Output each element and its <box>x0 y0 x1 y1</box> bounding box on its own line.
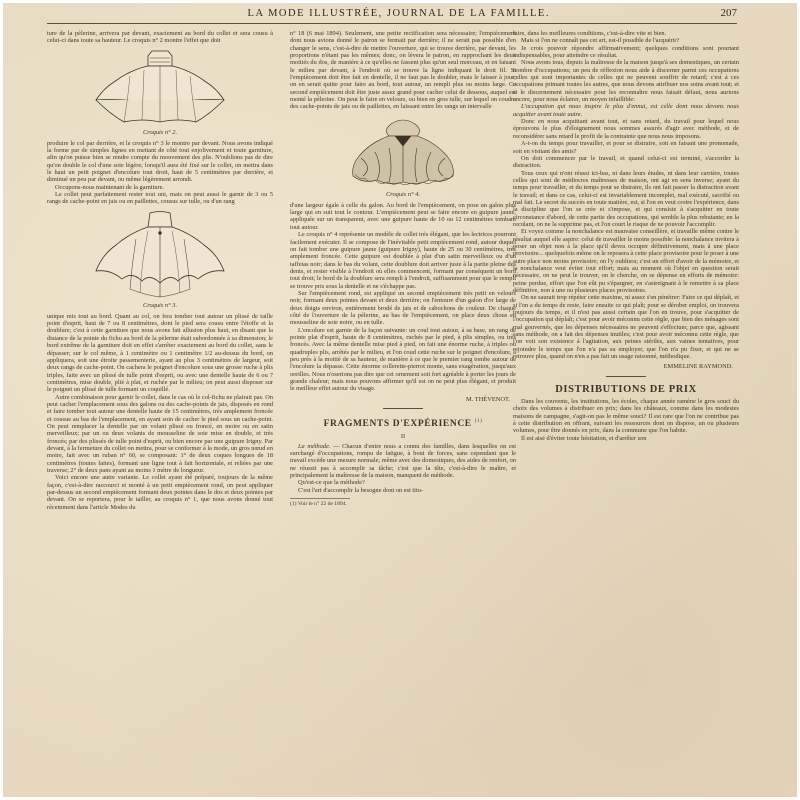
journal-title: LA MODE ILLUSTRÉE, JOURNAL DE LA FAMILLE. <box>247 8 550 19</box>
cape-back-illustration <box>90 48 230 128</box>
figure-croquis-3 <box>47 209 273 310</box>
header-rule <box>47 23 737 24</box>
paragraph: On ne saurait trop répéter cette maxime, ni assez s'en pénétrer: Faire ce qui déplaît, et si l'on a du temps de reste, faire ensuite ce qui plaît; pour se dérober emploi, on trouvera toujours du temps, et il n'est pas aussi certain que l'on en trouve, pour s'acquitter de l'occupation qui déplaît; c'est pour avoir méconnu cette règle, que bien des ménages sont mal gouvernés, que les dépenses nécessaires ne peuvent s'effectuer, parce que, agissant sans méthode, on a fait des dépenses inutiles; c'est pour avoir méconnu cette règle, que l'on voit son existence à l'agitation, aux peines stériles, aux vaines tentatives, pour rejoindre le temps que l'on n'a pas su employer, que l'on n'a pu fixer, et qui ne se retrouve plus, quand on n'en a pas fait un usage raisonné, méthodique. <box>513 294 739 361</box>
figure-caption: Croquis n° 2. <box>142 128 178 136</box>
lace-collar-illustration <box>343 114 463 190</box>
paragraph: Donc en nous acquittant avant tout, et sans retard, du travail pour lequel nous éprouvons le plus d'éloignement nous sommes assurés d'agir avec méthode, et de reconsidérer sans retard le profit de la contrainte que nous nous imposons. <box>513 118 739 140</box>
section-heading: DISTRIBUTIONS DE PRIX <box>555 383 697 395</box>
author-signature: EMMELINE RAYMOND. <box>663 363 733 371</box>
paragraph: Autre combinaison pour garnir le collet, dans le cas où le col-fichu ne plairait pas. On peut cacher l'emplacement sous des galons ou des cache-points de jais, disposés en rond et faire tomber tout autour une dentelle haute de 15 centimètres, très amplement froncée et cousue au bas de l'emplacement, en ayant soin de cacher le pied sous un cache-point. On peut remplacer la dentelle par un volant plissé ou froncé, en moire ou en satin merveilleux; par un ou deux volants de mousseline de soie mise en double, et très froncés; par des plissés de tulle point d'esprit, ou bien encore par une guipure Irigny. Par devant, à la fermeture du collet on mettra, pour se conformer à la mode, un gros nœud en moire, fait avec un ruban n° 60, se composant: 1° de deux coques longues de 18 centimètres (toutes faites), formant une ligne tout à fait horizontale, et reliées par une traverse; 2° de deux pans ayant au moins 1 mètre de longueur. <box>47 393 273 474</box>
figure-caption: Croquis n° 3. <box>142 301 178 309</box>
section-divider <box>606 376 646 377</box>
paragraph: Tous ceux qui n'ont réussi ici-bas, ni dans leurs études, ni dans leur carrière, toutes celles qui sont de médiocres maîtresses de maison, ont agi en sens inverse; ayant du temps pour travailler, et du temps pour se distraire, ils ont fait passer la distraction avant le travail; et dans ce cas, celui-ci est invariablement incomplet, mal exécuté, sacrifié ou mal fait. Le secret du succès en toute matière, est, si l'on en veut croire l'expérience, dans la discipline que l'on se crée et s'impose, et qui consiste à s'acquitter en toute circonstance d'abord, de cette partie des occupations, qui semble la plus rebutante; en la reculant, on ne la supprime pas, et l'on court le risque de ne pouvoir l'accomplir. <box>513 169 739 228</box>
paragraph-lead: La méthode. <box>298 442 331 450</box>
page-number: 207 <box>720 7 737 19</box>
paragraph: produire le col par derrière, et le croquis n° 3 le montre par devant. Nous avons indiqué la forme par de simples lignes en mettant de côté tout enjolivement et toute garniture, afin qu'on puisse bien se rendre compte du mouvement des plis. N'oublions pas de dire qu'on double le col d'une soie légère; lorsqu'il aura été fixé sur le collet, on mettra dans le haut un petit poignet d'encolure tout droit, haut de 5 centimètres par derrière, et diminué un peu par devant, ou même légèrement arrondi. <box>47 139 273 184</box>
author-signature: M. THÉVENOT. <box>466 395 510 403</box>
paragraph: Et voyez comme la nonchalance est mauvaise conseillère, et travaille même contre le résultat auquel elle aspire: celui de travailler le moins possible: la nonchalance invitera à poser un objet non à la place qu'il devra occuper définitivement, mais à une place provisoire... quelquefois même on le reposera à cette place provisoire pour le poser à une autre place non moins provisoire; on l'y oubliera; c'est un effort d'avoir de la mémoire, et la nonchalance veut éviter tout effort; mais au moment où l'objet en question serait nécessaire, on ne peut le trouver, on le cherche, on se dépense en efforts de mémoire: peine perdue, effort que l'on eût pu s'épargner, en s'astreignant à le remettre à sa place définitive, non à une ou plusieurs places provisoires. <box>513 228 739 295</box>
column-1 <box>47 30 273 790</box>
paragraph: A-t-on du temps pour travailler, et pour se distraire, soit en faisant une promenade, soit en visitant des amis? <box>513 140 739 155</box>
paragraph: unique mis tout au bord. Quant au col, on fera tomber tout autour un plissé de taille point d'esprit, haut de 7 ou 8 centimètres, dont le pied sera cousu entre l'étoffe et la doublure; c'est à cette garniture que nous avons fait allusion plus haut, en disant que la distance de la pointe du fichu au bord de la pèlerine était subordonnée à sa dimension; le bord extrême de la garniture doit en effet s'arrêter exactement au bord du collet, sans le dépasser; sur le col même, à 1 centimètre ou 1 centimètre 1/2 au-dessus du bord, on appliquera, soit une étroite passementerie, ayant au plus 3 centimètres de largeur, soit deux rangs de cache-point. On cachera le poignet d'encolure sous une grosse ruche à plis triples, faite avec un plissé de tulle point d'esprit, ou avec une dentelle haute de 6 ou 7 centimètres, mise double, plié à plat, et ruchée par le milieu; on peut aussi disposer sur le poignet un plissé de tulle formant un coquillé. <box>47 312 273 394</box>
running-header <box>47 7 737 19</box>
paragraph: Je crois pouvoir répondre affirmativement; quelques conditions sont pourtant indispensables, pour atteindre ce résultat. <box>513 44 739 60</box>
figure-croquis-4 <box>290 114 516 199</box>
paragraph: C'est l'art d'accomplir la besogne dont on est titu- <box>298 486 423 494</box>
cape-front-illustration <box>90 209 230 301</box>
paragraph: Voici encore une autre variante. Le collet ayant été préparé, toujours de la même façon, c'est-à-dire raccourci et monté à un petit empiècement rond, on peut appliquer par-dessus un second empiècement formant deux pointes dans le dos et deux pointes par devant. On se reportera, pour le tailler, au croquis n° 1, que nous avons donné tout récemment dans l'article Modes du <box>47 474 273 511</box>
paragraph: n° 18 (6 mai 1894). Seulement, une petite rectification sera nécessaire; l'empiècement dont nous avions donné le patron se fermait par derrière; il ne serait pas possible d'en changer le sens, c'est-à-dire de mettre l'ouverture, qui se trouve derrière, par devant, les proportions n'étant pas les mêmes; donc, on lèvera le patron, en rapprochant les deux moitiés du dos, de manière à ce qu'elles ne fassent plus qu'un seul morceau, et en faisant le milieu par devant, à l'endroit où se trouve la ligne indiquant le droit fil. Si l'empiècement doit être fait en dentelle, il ne faut pas le doubler, mais le laisser à jour; on en serait quitte pour faire au bord, tout autour, un rempli plus ou moins large. Ce second empiècement doit être juste assez grand pour cacher celui de dessous, auquel est monté la pèlerine. On peut le faire en velours, ou bien en gros tulle, sur lequel on coudra des cache-points de jais ou de paillettes, en laissant entre les rangs un intervalle <box>290 30 516 111</box>
paragraph: ture de la pèlerine, arrivera par devant, exactement au bord du collet et sera cousu à celui-ci dans toute sa hauteur. Le croquis n° 2 montre l'effet que doit <box>47 30 273 45</box>
quoted-maxim: L'occupation qui nous inspire le plus d'ennui, est celle dont nous devons nous acquitter avant toute autre. <box>513 103 739 118</box>
paragraph: Qu'est-ce que la méthode? <box>298 479 365 487</box>
paragraph: Le croquis n° 4 représente un modèle de collet très élégant, que les lectrices pourront facilement exécuter. Il se compose de l'inévitable petit empiècement rond, autour duquel on fait tomber une guipure jaune (guipure Irigny), haute de 25 ou 30 centimètres, très amplement froncée. Cette guipure est doublée à plat d'un satin merveilleux ou d'un taffetas noir; dans le bas du volant, cette doublure doit arriver juste à la partie pleine des dents, et rester visible à l'endroit où elles commencent, formant par conséquent un bord tout droit; le bord de la doublure sera rempli à l'endroit, suffisamment pour que le rempli se trouve pris sous la dentelle et ne s'échappe pas. <box>290 231 516 290</box>
paragraph <box>290 443 516 480</box>
column-3 <box>513 30 739 790</box>
magazine-page <box>3 3 797 797</box>
heading-text: FRAGMENTS D'EXPÉRIENCE <box>323 419 472 430</box>
paragraph: Nous avons tous, depuis la maîtresse de la maison jusqu'à ses domestiques, un certain nombre d'occupations; un peu de réflexion nous aide à discerner parmi ces occupations celles qui sont importantes de celles qui ne peuvent souffrir de retard; c'est à ces occupations primant toutes les autres, que nous devons attribuer nos soins avant tout; et si le discernement nécessaire pour les reconnaître nous faisait défaut, nous aurions encore, pour nous éclairer, un moyen infaillible: <box>513 59 739 104</box>
paragraph: Occupons-nous maintenant de la garniture. <box>55 183 165 191</box>
paragraph: d'une largeur égale à celle du galon. Au bord de l'empiècement, on pose un galon plus large qui en suit tout le contour. L'empiècement peut se faire encore en guipure jaune, appliquée sur un transparent, avec une guipure haute de 10 ou 12 centimètres tombant tout autour. <box>290 201 516 231</box>
paragraph-body: — Chacun d'entre nous a connu des familles, dans lesquelles on est surchargé d'occupations, rompu de fatigue, à bout de forces, sans cependant que le travail excède une mesure normale; même avec des domestiques, des aides de renfort, on ne réussit pas à accomplir sa tâche; c'est que la tête, c'est-à-dire le maître, et principalement la maîtresse de la maison, manquent de méthode. <box>290 442 516 479</box>
paragraph: Sur l'empiècement rond, est appliqué un second empiècement très petit en velours noir, formant deux pointes devant et deux derrière; on l'entoure d'un galon d'or large de deux doigts environ, entièrement brodé de jais et de cabochons de couleur. De chaque côté de l'ouverture de la pèlerine, au bas de l'empiècement, on place deux chous en mousseline de soie noire, ou en tulle. <box>290 289 516 327</box>
column-2 <box>290 30 516 790</box>
paragraph: Il est aisé d'éviter toute hésitation, et d'arrêter son <box>521 434 647 442</box>
figure-caption: Croquis n° 4. <box>385 190 421 198</box>
figure-croquis-2 <box>47 48 273 137</box>
paragraph: L'encolure est garnie de la façon suivante: un coul tout autour, à sa base, un rang de pointe plat d'esprit, haute de 8 centimètres, ruchés par le pied, à plis simples, ou très froncés. Avec la même dentelle mise pied à pied, on fait une énorme ruche, à triples ou quadruples plis, arrêtés par le milieu, et l'on coud cette ruche sur le poignet d'encolure, à peu près à la moitié de sa hauteur, de manière à ce que le premier rang tombe autour de l'encolure la dépasse. Cette énorme collerette-pierrot monte, sans exagération, jusqu'aux oreilles. Nous n'oserions pas dire que cet ornement soit fort agréable à porter les jours de grande chaleur; mais nous pouvons affirmer qu'il est on ne peut plus élégant, et produit le meilleur effet autour du visage. <box>290 326 516 393</box>
section-heading <box>290 416 516 430</box>
section-divider <box>383 408 423 409</box>
section-roman-numeral: II <box>400 433 406 441</box>
footnote: (1) Voir le n° 22 de 1894. <box>290 498 350 508</box>
paragraph: Le collet peut parfaitement rester tout uni, mais on peut aussi le garnir de 3 ou 5 rangs de cache-point en jais ou en paillettes, cousus sur tulle, ou d'un rang <box>47 191 273 206</box>
paragraph: Dans les couvents, les institutions, les écoles, chaque année ramène le gros souci du choix des volumes à distribuer en prix; dans les châteaux, comme dans les modestes maisons de campagne, s'agit-on pas le même souci? Il est rare que l'on ne contribue pas à cette distribution en offrant, suivant les ressources dont on dispose, un ou plusieurs volumes, pour être donnés en prix, dans la commune que l'on habite. <box>513 397 739 435</box>
paragraph: laire, dans les meilleures conditions, c'est-à-dire vite et bien. <box>513 30 667 37</box>
paragraph: On doit commencer par le travail, et quand celui-ci est terminé, s'accorder la distraction. <box>513 154 739 170</box>
heading-footnote-mark: (1) <box>474 419 483 425</box>
paragraph: Mais si l'on ne connaît pas cet art, est-il possible de l'acquérir? <box>521 37 680 45</box>
